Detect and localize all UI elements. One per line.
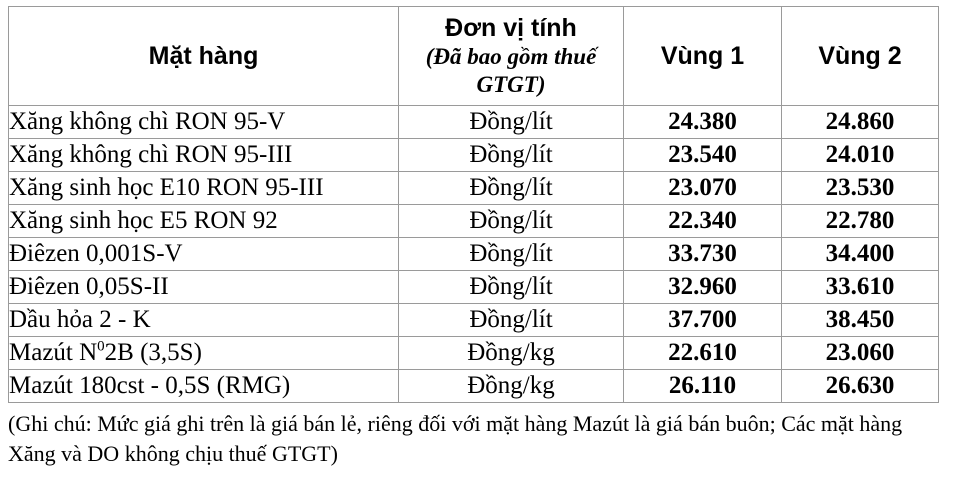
cell-unit: Đồng/kg <box>399 370 624 403</box>
table-row <box>9 304 939 337</box>
cell-unit: Đồng/lít <box>399 304 624 337</box>
table-row <box>9 139 939 172</box>
table-row <box>9 337 939 370</box>
cell-item-superscript: 0 <box>97 338 105 355</box>
cell-zone1-price: 23.070 <box>624 172 782 205</box>
cell-unit: Đồng/lít <box>399 205 624 238</box>
table-row <box>9 271 939 304</box>
cell-item <box>9 337 399 370</box>
cell-item: Điêzen 0,05S-II <box>9 271 399 304</box>
cell-zone2-price: 26.630 <box>782 370 939 403</box>
table-row <box>9 238 939 271</box>
table-row <box>9 106 939 139</box>
column-header-zone1: Vùng 1 <box>624 7 782 106</box>
cell-unit: Đồng/lít <box>399 172 624 205</box>
cell-zone1-price: 32.960 <box>624 271 782 304</box>
column-header-item: Mặt hàng <box>9 7 399 106</box>
cell-zone1-price: 37.700 <box>624 304 782 337</box>
cell-item: Xăng không chì RON 95-V <box>9 106 399 139</box>
table-note-line-2: Xăng và DO không chịu thuế GTGT) <box>8 441 338 467</box>
fuel-price-table <box>8 6 939 403</box>
cell-unit: Đồng/lít <box>399 106 624 139</box>
table-header-row <box>9 7 939 106</box>
cell-zone2-price: 34.400 <box>782 238 939 271</box>
table-row <box>9 205 939 238</box>
column-header-unit-sub: (Đã bao gồm thuế GTGT) <box>425 44 597 97</box>
cell-unit: Đồng/lít <box>399 139 624 172</box>
cell-zone1-price: 22.340 <box>624 205 782 238</box>
cell-item: Mazút 180cst - 0,5S (RMG) <box>9 370 399 403</box>
cell-zone2-price: 33.610 <box>782 271 939 304</box>
cell-zone1-price: 33.730 <box>624 238 782 271</box>
table-note <box>8 409 938 470</box>
table-note-line-1: (Ghi chú: Mức giá ghi trên là giá bán lẻ, riêng đối với mặt hàng Mazút là giá bán buôn; Các mặt hàng <box>8 411 903 436</box>
cell-unit: Đồng/lít <box>399 271 624 304</box>
cell-zone1-price: 22.610 <box>624 337 782 370</box>
table-row <box>9 172 939 205</box>
cell-unit: Đồng/kg <box>399 337 624 370</box>
column-header-zone2: Vùng 2 <box>782 7 939 106</box>
cell-item-prefix: Mazút N <box>9 339 98 367</box>
cell-zone1-price: 23.540 <box>624 139 782 172</box>
cell-item: Xăng sinh học E5 RON 92 <box>9 205 399 238</box>
cell-item: Điêzen 0,001S-V <box>9 238 399 271</box>
cell-zone2-price: 24.860 <box>782 106 939 139</box>
cell-zone2-price: 23.060 <box>782 337 939 370</box>
table-header <box>9 7 939 106</box>
cell-zone2-price: 24.010 <box>782 139 939 172</box>
column-header-unit-main: Đơn vị tính <box>445 13 577 42</box>
cell-unit: Đồng/lít <box>399 238 624 271</box>
table-body <box>9 106 939 403</box>
column-header-unit <box>399 7 624 106</box>
cell-item-suffix: 2B (3,5S) <box>104 339 202 367</box>
cell-item: Xăng không chì RON 95-III <box>9 139 399 172</box>
cell-zone1-price: 24.380 <box>624 106 782 139</box>
cell-item: Dầu hỏa 2 - K <box>9 304 399 337</box>
cell-zone2-price: 38.450 <box>782 304 939 337</box>
cell-zone2-price: 22.780 <box>782 205 939 238</box>
cell-item: Xăng sinh học E10 RON 95-III <box>9 172 399 205</box>
table-row <box>9 370 939 403</box>
cell-zone2-price: 23.530 <box>782 172 939 205</box>
cell-zone1-price: 26.110 <box>624 370 782 403</box>
